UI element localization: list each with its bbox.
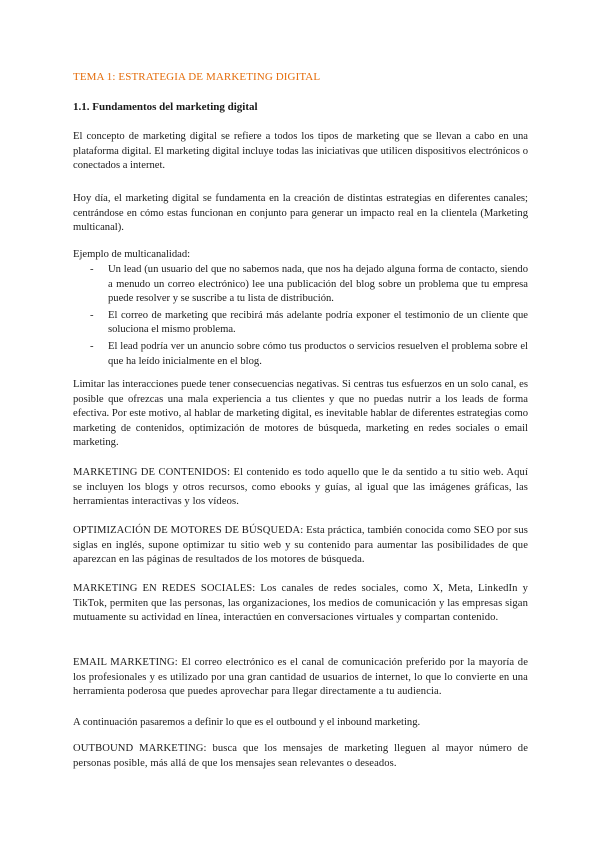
paragraph-transition: A continuación pasaremos a definir lo que es el outbound y el inbound marketing. xyxy=(73,717,421,728)
section-heading: 1.1. Fundamentos del marketing digital xyxy=(73,101,258,113)
list-dash: - xyxy=(90,264,94,275)
list-item: - El lead podría ver un anuncio sobre cómo tus productos o servicios resuelven el problema sobre el que ha leído inicialmente en el blog. xyxy=(90,340,528,367)
list-item: - Un lead (un usuario del que no sabemos nada, que nos ha dejado alguna forma de contacto, siendo a menudo un correo electrónico) lee una publicación del blog sobre un problema que tu empresa puede resolver y se suscribe a tu lista de distribución. xyxy=(90,264,528,305)
paragraph-definition: El concepto de marketing digital se refiere a todos los tipos de marketing que se llevan a cabo en una plataforma digital. El marketing digital incluye todas las iniciativas que utilicen dispositivos electrónicos o conectados a internet. xyxy=(73,131,528,172)
chapter-title: TEMA 1: ESTRATEGIA DE MARKETING DIGITAL xyxy=(73,71,321,83)
paragraph-social-media: MARKETING EN REDES SOCIALES: Los canales de redes sociales, como X, Meta, LinkedIn y TikTok, permiten que las personas, las organizaciones, los medios de comunicación y las empresas sigan mutuamente su actividad en línea, interactúen en conversaciones virtuales y compartan contenido. xyxy=(73,583,528,624)
list-item: - El correo de marketing que recibirá más adelante podría exponer el testimonio de un cliente que soluciona el mismo problema. xyxy=(90,309,528,336)
multichannel-example-list xyxy=(73,263,528,371)
paragraph-outbound: OUTBOUND MARKETING: busca que los mensajes de marketing lleguen al mayor número de personas posible, más allá de que los mensajes sean relevantes o deseados. xyxy=(73,743,528,769)
list-dash: - xyxy=(90,309,94,321)
list-dash: - xyxy=(90,340,94,352)
paragraph-content-marketing: MARKETING DE CONTENIDOS: El contenido es todo aquello que le da sentido a tu sitio web. Aquí se incluyen los blogs y otros recursos, como ebooks y guías, al igual que las imágenes gráficas, las herramientas interactivas y los vídeos. xyxy=(73,467,528,508)
paragraph-seo: OPTIMIZACIÓN DE MOTORES DE BÚSQUEDA: Esta práctica, también conocida como SEO por sus siglas en inglés, supone optimizar tu sitio web y su contenido para aumentar las posibilidades de que aparezcan en las páginas de resultados de los motores de búsqueda. xyxy=(73,525,528,566)
paragraph-limitations: Limitar las interacciones puede tener consecuencias negativas. Si centras tus esfuerzos en un solo canal, es posible que ofrezcas una mala experiencia a tus clientes y que no puedas nutrir a los leads de forma efectiva. Por este motivo, al hablar de marketing digital, es inevitable hablar de diferentes estrategias como marketing de contenidos, optimización de motores de búsqueda, marketing en redes sociales o email marketing. xyxy=(73,379,528,449)
paragraph-email-marketing: EMAIL MARKETING: El correo electrónico es el canal de comunicación preferido por la mayoría de los profesionales y es utilizado por una gran cantidad de usuarios de internet, lo que lo convierte en una herramienta poderosa que puedes aprovechar para llegar directamente a tu audiencia. xyxy=(73,657,528,698)
paragraph-multichannel: Hoy día, el marketing digital se fundamenta en la creación de distintas estrategias en diferentes canales; centrándose en cómo estas funcionan en conjunto para generar un impacto real en la clientela (Marketing multicanal). xyxy=(73,193,528,234)
list-intro: Ejemplo de multicanalidad: xyxy=(73,249,191,260)
